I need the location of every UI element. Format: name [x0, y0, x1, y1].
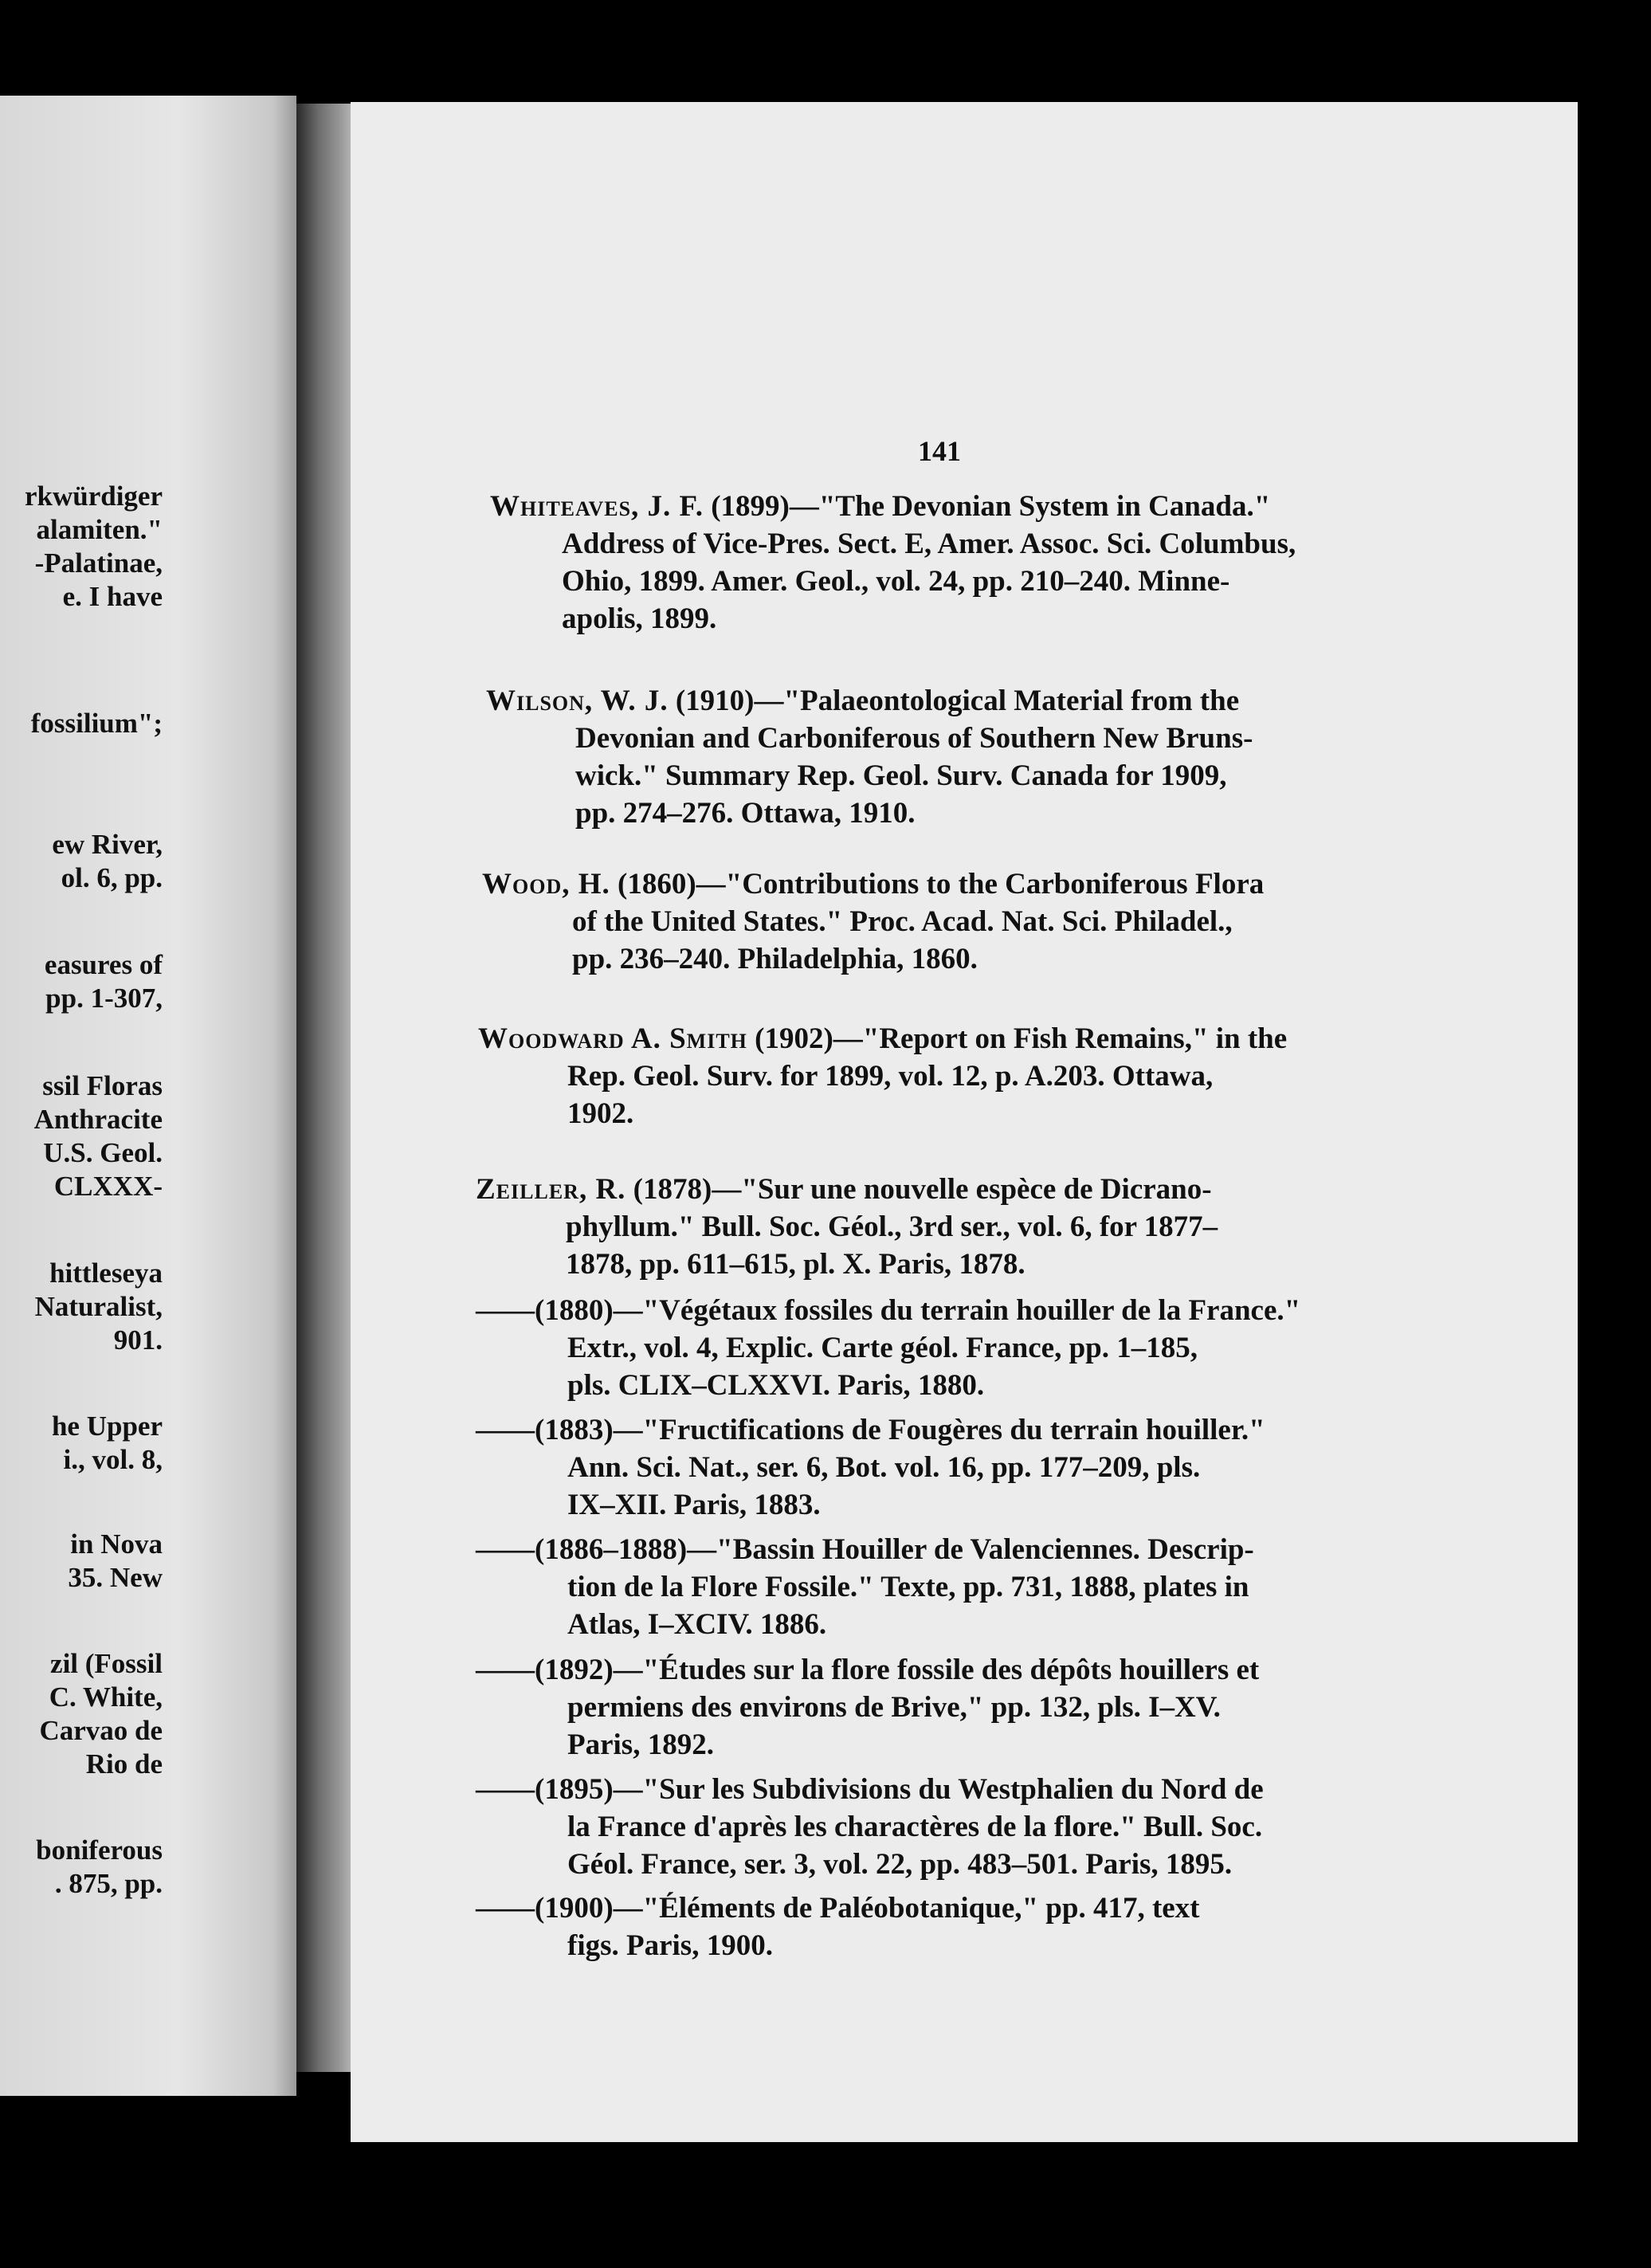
entry-author: Wilson, W. J.	[486, 685, 669, 717]
bibliography-entry-line: Atlas, I–XCIV. 1886.	[567, 1608, 827, 1641]
bibliography-entry-line: Devonian and Carboniferous of Southern New Bruns-	[575, 722, 1253, 755]
bibliography-entry-first-line	[476, 1415, 1265, 1445]
bibliography-entry-first-line	[476, 1296, 1300, 1325]
left-page-line: . 875, pp.	[54, 1868, 163, 1899]
left-page-line: Naturalist,	[34, 1291, 163, 1322]
bibliography-entry-first-line	[482, 869, 1264, 899]
entry-first-line-text: (1902)—"Report on Fish Remains," in the	[747, 1022, 1288, 1055]
left-page-line: easures of	[44, 949, 163, 980]
left-facing-page	[0, 96, 296, 2096]
left-page-line: rkwürdiger	[24, 481, 163, 512]
entry-first-line-text: ——(1883)—"Fructifications de Fougères du terrain houiller."	[476, 1414, 1265, 1446]
entry-first-line-text: (1878)—"Sur une nouvelle espèce de Dicrano-	[625, 1173, 1212, 1206]
left-page-line: CLXXX-	[53, 1171, 163, 1202]
bibliography-entry-line: IX–XII. Paris, 1883.	[567, 1489, 821, 1521]
left-page-line: zil (Fossil	[50, 1648, 163, 1679]
bibliography-entry-line: tion de la Flore Fossile." Texte, pp. 731, 1888, plates in	[567, 1571, 1249, 1603]
left-page-line: hittleseya	[49, 1258, 163, 1289]
left-page-line: boniferous	[36, 1834, 163, 1866]
entry-first-line-text: ——(1886–1888)—"Bassin Houiller de Valenciennes. Descrip-	[476, 1533, 1254, 1566]
left-page-line: 901.	[113, 1324, 163, 1356]
page-number: 141	[918, 435, 961, 467]
left-page-line: he Upper	[51, 1411, 163, 1442]
entry-first-line-text: ——(1892)—"Études sur la flore fossile des dépôts houillers et	[476, 1654, 1260, 1686]
left-page-line: e. I have	[62, 581, 163, 612]
left-page-line: ssil Floras	[42, 1070, 163, 1101]
entry-author: Woodward A. Smith	[478, 1022, 747, 1055]
left-page-line: pp. 1-307,	[45, 983, 163, 1014]
bibliography-entry-first-line	[478, 1024, 1287, 1054]
bibliography-entry-line: figs. Paris, 1900.	[567, 1929, 773, 1962]
bibliography-entry-line: pp. 274–276. Ottawa, 1910.	[575, 797, 916, 830]
bibliography-entry-first-line	[476, 1655, 1259, 1685]
bibliography-entry-line: wick." Summary Rep. Geol. Surv. Canada for 1909,	[575, 759, 1227, 792]
bibliography-entry-line: Ohio, 1899. Amer. Geol., vol. 24, pp. 210–240. Minne-	[562, 565, 1230, 598]
bibliography-entry-line: la France d'après les charactères de la flore." Bull. Soc.	[567, 1811, 1263, 1843]
bibliography-entry-line: apolis, 1899.	[562, 602, 717, 635]
left-page-line: C. White,	[49, 1681, 163, 1713]
bibliography-entry-line: of the United States." Proc. Acad. Nat. Sci. Philadel.,	[572, 905, 1233, 938]
bibliography-entry-line: permiens des environs de Brive," pp. 132, pls. I–XV.	[567, 1691, 1221, 1724]
left-page-line: Anthracite	[33, 1104, 163, 1135]
left-page-line: ol. 6, pp.	[61, 862, 163, 893]
bibliography-entry-line: pls. CLIX–CLXXVI. Paris, 1880.	[567, 1369, 985, 1402]
bibliography-entry-line: pp. 236–240. Philadelphia, 1860.	[572, 943, 978, 975]
bibliography-entry-first-line	[476, 1893, 1200, 1923]
left-page-line: Carvao de	[39, 1715, 163, 1746]
entry-first-line-text: ——(1900)—"Éléments de Paléobotanique," pp. 417, text	[476, 1892, 1200, 1925]
bibliography-entry-line: Rep. Geol. Surv. for 1899, vol. 12, p. A.203. Ottawa,	[567, 1060, 1214, 1093]
entry-first-line-text: (1910)—"Palaeontological Material from the	[668, 685, 1240, 717]
bibliography-entry-line: 1878, pp. 611–615, pl. X. Paris, 1878.	[566, 1248, 1026, 1281]
left-page-line: U.S. Geol.	[43, 1137, 163, 1168]
bibliography-entry-line: Paris, 1892.	[567, 1728, 714, 1761]
entry-first-line-text: ——(1880)—"Végétaux fossiles du terrain houiller de la France."	[476, 1294, 1301, 1327]
bibliography-entry-line: Ann. Sci. Nat., ser. 6, Bot. vol. 16, pp. 177–209, pls.	[567, 1451, 1201, 1484]
entry-first-line-text: ——(1895)—"Sur les Subdivisions du Westphalien du Nord de	[476, 1773, 1264, 1806]
entry-author: Wood, H.	[482, 868, 610, 901]
left-page-line: Rio de	[85, 1748, 163, 1779]
left-page-line: 35. New	[68, 1562, 163, 1593]
bibliography-entry-first-line	[476, 1775, 1264, 1804]
left-page-line: alamiten."	[36, 514, 163, 545]
bibliography-entry-line: Géol. France, ser. 3, vol. 22, pp. 483–501. Paris, 1895.	[567, 1848, 1233, 1881]
left-page-line: i., vol. 8,	[63, 1444, 163, 1475]
left-page-line: -Palatinae,	[34, 547, 163, 579]
bibliography-entry-first-line	[476, 1175, 1212, 1204]
entry-first-line-text: (1860)—"Contributions to the Carboniferous Flora	[610, 868, 1265, 901]
left-page-line: fossilium";	[30, 708, 163, 739]
left-page-line: ew River,	[52, 829, 163, 860]
left-page-line: in Nova	[70, 1528, 163, 1560]
bibliography-entry-line: phyllum." Bull. Soc. Géol., 3rd ser., vol. 6, for 1877–	[566, 1211, 1218, 1243]
bibliography-entry-first-line	[476, 1535, 1254, 1564]
bibliography-entry-line: Extr., vol. 4, Explic. Carte géol. France, pp. 1–185,	[567, 1332, 1198, 1364]
entry-first-line-text: (1899)—"The Devonian System in Canada."	[703, 490, 1271, 523]
entry-author: Whiteaves, J. F.	[490, 490, 704, 523]
bibliography-entry-first-line	[490, 492, 1270, 521]
entry-author: Zeiller, R.	[476, 1173, 626, 1206]
bibliography-entry-line: 1902.	[567, 1097, 634, 1130]
bibliography-entry-line: Address of Vice-Pres. Sect. E, Amer. Assoc. Sci. Columbus,	[562, 528, 1296, 560]
bibliography-entry-first-line	[486, 686, 1239, 716]
